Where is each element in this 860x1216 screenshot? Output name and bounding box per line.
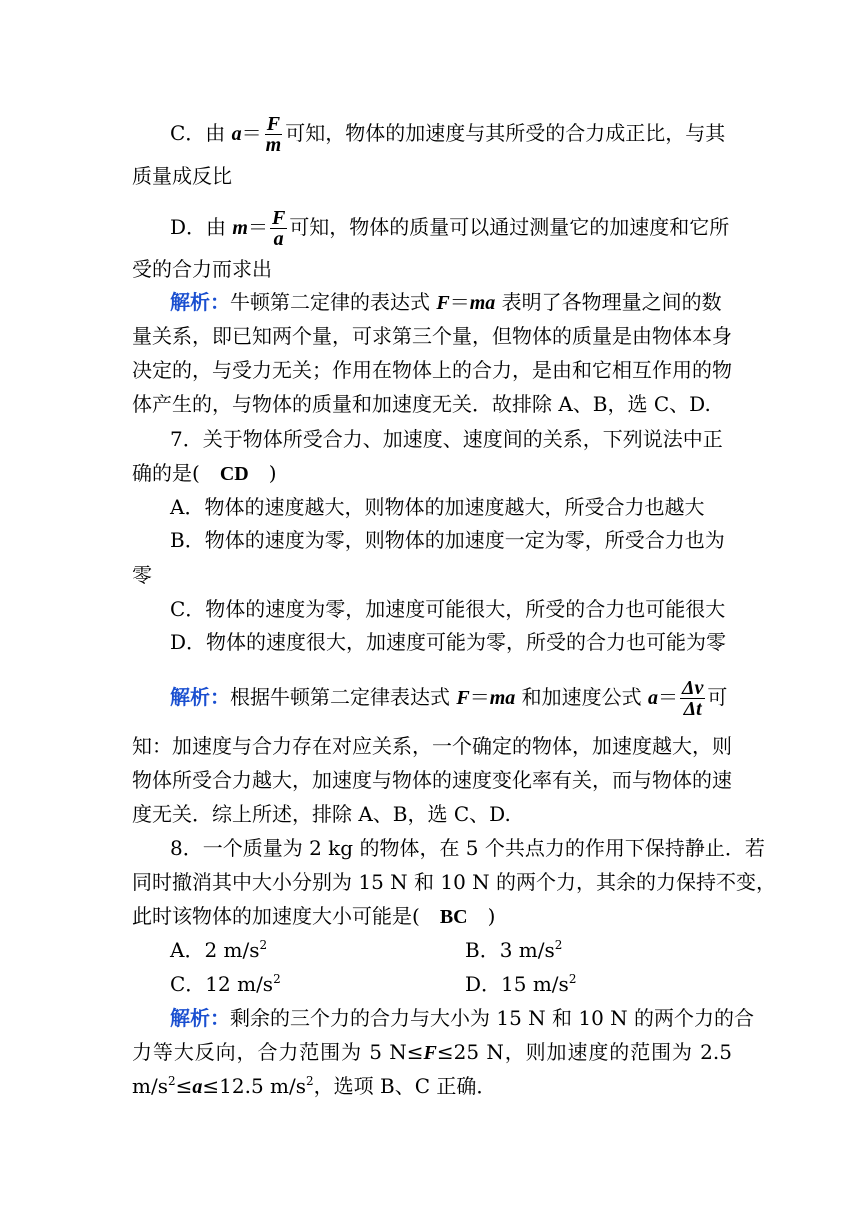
q7-stem-line1: 7．关于物体所受合力、加速度、速度间的关系，下列说法中正: [170, 427, 723, 451]
q6-analysis-line4: 体产生的，与物体的质量和加速度无关．故排除 A、B，选 C、D.: [132, 392, 711, 416]
superscript: 2: [306, 1074, 314, 1088]
analysis-text: ≤: [175, 1074, 193, 1098]
analysis-text: ≤12.5 m/s: [202, 1074, 306, 1098]
q8-analysis-line1: [170, 1006, 755, 1030]
fraction-denominator: m: [265, 134, 282, 156]
analysis-text: 牛顿第二定律的表达式: [230, 290, 437, 314]
analysis-label: 解析：: [170, 1006, 230, 1030]
analysis-text: 力等大反向，合力范围为 5 N≤: [132, 1040, 424, 1064]
analysis-label: 解析：: [170, 290, 230, 314]
analysis-text: 可: [707, 685, 728, 709]
fraction-numerator: Δv: [681, 677, 704, 699]
formula-symbol: F: [456, 687, 470, 709]
option-text: A．2 m/s: [170, 938, 260, 962]
q6-option-c-line2: 质量成反比: [132, 164, 232, 188]
stem-text: 此时该物体的加速度大小可能是(: [132, 904, 440, 928]
fraction-denominator: Δt: [683, 698, 702, 720]
stem-text: 确的是(: [132, 461, 220, 485]
option-text: 可知，物体的质量可以通过测量它的加速度和它所: [289, 215, 730, 239]
q6-analysis-line1: [170, 290, 732, 315]
fraction: [264, 114, 284, 155]
formula-symbol: m: [232, 217, 248, 239]
superscript: 2: [554, 938, 563, 952]
q7-stem-line2: [132, 461, 732, 486]
q7-option-a: A．物体的速度越大，则物体的加速度越大，所受合力也越大: [170, 495, 705, 519]
q8-stem-line3: [132, 904, 732, 929]
equals-sign: ＝: [247, 215, 268, 239]
formula-symbol: a: [231, 123, 242, 145]
stem-text: ): [467, 904, 496, 928]
superscript: 2: [259, 938, 268, 952]
answer-text: BC: [439, 906, 468, 928]
q8-stem-line1: 8．一个质量为 2 kg 的物体，在 5 个共点力的作用下保持静止．若: [170, 836, 765, 860]
formula-symbol: ma: [489, 687, 516, 709]
option-label: C．由: [170, 121, 232, 145]
q7-option-c: C．物体的速度为零，加速度可能很大，所受的合力也可能很大: [170, 597, 726, 621]
analysis-text: 剩余的三个力的合力与大小为 15 N 和 10 N 的两个力的合: [230, 1006, 755, 1030]
q8-option-b: [465, 938, 725, 962]
q7-analysis-line4: 度无关．综上所述，排除 A、B，选 C、D.: [132, 802, 511, 826]
q6-analysis-line2: 量关系，即已知两个量，可求第三个量，但物体的质量是由物体本身: [132, 324, 732, 348]
analysis-text: ≤25 N，则加速度的范围为 2.5: [436, 1040, 732, 1064]
q8-option-a: [170, 938, 267, 962]
fraction-denominator: a: [273, 228, 284, 250]
q8-option-d: [465, 972, 725, 996]
formula-symbol: a: [192, 1076, 203, 1098]
superscript: 2: [568, 972, 577, 986]
analysis-text: m/s: [132, 1074, 168, 1098]
equals-sign: ＝: [657, 685, 678, 709]
q7-analysis-line3: 物体所受合力越大，加速度与物体的速度变化率有关，而与物体的速: [132, 768, 732, 792]
formula-symbol: ma: [469, 292, 496, 314]
option-text: B．3 m/s: [465, 938, 555, 962]
analysis-text: 表明了各物理量之间的数: [495, 290, 722, 314]
fraction-numerator: F: [271, 207, 286, 229]
superscript: 2: [273, 972, 281, 986]
fraction: [680, 678, 705, 719]
q6-option-c-line1: [170, 114, 732, 155]
q7-analysis-line2: 知：加速度与合力存在对应关系，一个确定的物体，加速度越大，则: [132, 734, 732, 758]
q8-stem-line2: 同时撤消其中大小分别为 15 N 和 10 N 的两个力，其余的力保持不变，: [132, 870, 777, 894]
answer-text: CD: [219, 463, 249, 485]
equals-sign: ＝: [449, 290, 470, 314]
analysis-label: 解析：: [170, 685, 230, 709]
q7-analysis-line1: [170, 678, 732, 719]
formula-symbol: a: [647, 687, 658, 709]
equals-sign: ＝: [469, 685, 490, 709]
formula-symbol: F: [423, 1042, 437, 1064]
q7-option-d: D．物体的速度很大，加速度可能为零，所受的合力也可能为零: [170, 630, 727, 654]
q8-option-c: [170, 972, 281, 996]
equals-sign: ＝: [241, 121, 262, 145]
analysis-text: 根据牛顿第二定律表达式: [230, 685, 457, 709]
q6-option-d-line1: [170, 208, 732, 249]
option-label: D．由: [170, 215, 233, 239]
q7-option-b-line1: B．物体的速度为零，则物体的加速度一定为零，所受合力也为: [170, 528, 725, 552]
q6-option-d-line2: 受的合力而求出: [132, 257, 272, 281]
analysis-text: ，选项 B、C 正确．: [313, 1074, 497, 1098]
fraction: [270, 208, 287, 249]
option-text: C．12 m/s: [170, 972, 274, 996]
analysis-text: 和加速度公式: [515, 685, 648, 709]
q6-analysis-line3: 决定的，与受力无关；作用在物体上的合力，是由和它相互作用的物: [132, 358, 732, 382]
stem-text: ): [248, 461, 277, 485]
q7-option-b-line2: 零: [132, 563, 152, 587]
option-text: 可知，物体的加速度与其所受的合力成正比，与其: [285, 121, 726, 145]
superscript: 2: [167, 1074, 176, 1088]
formula-symbol: F: [436, 292, 450, 314]
fraction-numerator: F: [266, 113, 281, 135]
q8-analysis-line2: [132, 1040, 732, 1065]
q8-analysis-line3: [132, 1074, 732, 1099]
option-text: D．15 m/s: [465, 972, 569, 996]
